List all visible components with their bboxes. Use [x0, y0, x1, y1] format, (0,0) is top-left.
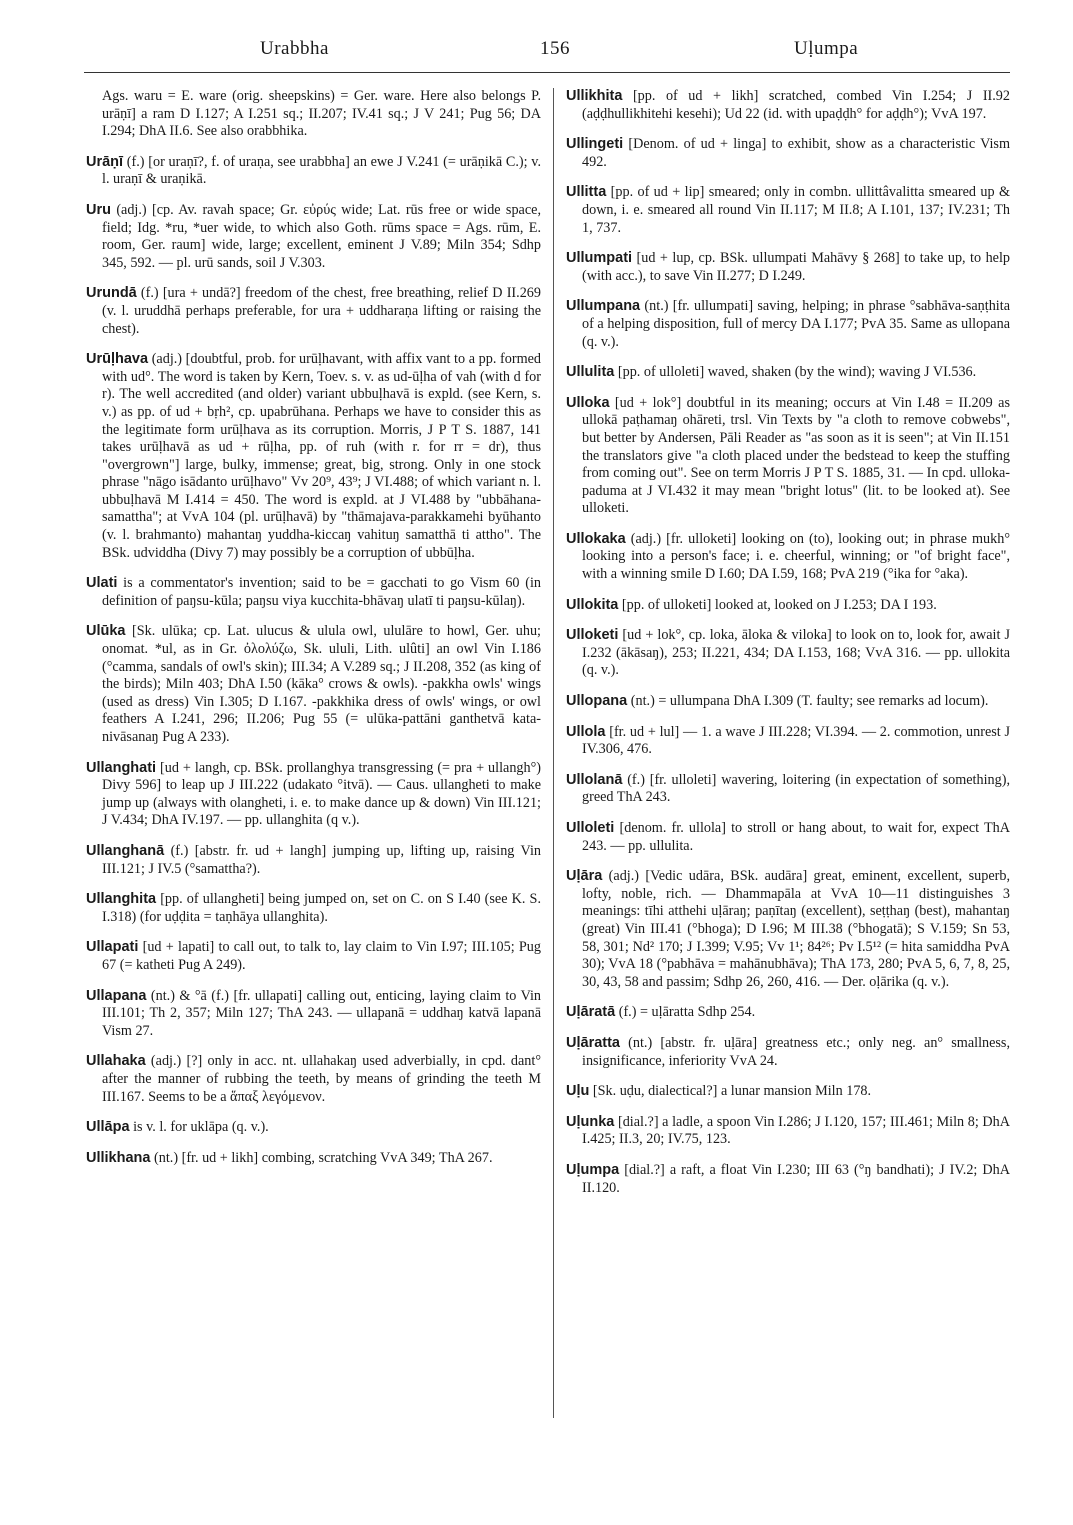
- dictionary-entry: [566, 364, 1010, 382]
- dictionary-entry: [566, 531, 1010, 584]
- dictionary-entry: [566, 298, 1010, 351]
- entry-definition: [ud + langh, cp. BSk. prollanghya transgressing (= pra + ullangh°) Divy 596] to leap up J III.222 (udakato °itvā). — Caus. ullangheti to make jump up (always with olangheti, i. e. to make dance up & down) Vin III.121; J V.434; DhA IV.197. — pp. ullanghita (q v.).: [102, 759, 541, 829]
- entry-headword: Ulūka: [86, 623, 126, 640]
- dictionary-entry: [566, 136, 1010, 171]
- entry-headword: Uḷāratā: [566, 1004, 616, 1021]
- dictionary-entry: [566, 1035, 1010, 1070]
- entry-definition: (adj.) [Vedic udāra, BSk. audāra] great, eminent, excellent, superb, lofty, noble, rich. — Dhammapāla at VvA 10—11 distinguishes 3 meanings: tīhi atthehi uḷāraŋ; paṇītaŋ (excellent), seṭṭhaŋ (best), mahantaŋ (great) Vin III.41 (°bhoga); D I.96; M III.38 (°bhogatā); S V.159; Sn 53, 58, 301; Nd² 170; J I.399; V.95; Vv 1¹; 84²⁶; Pv I.5¹² (= hita samiddha PvA 30); VvA 18 (°pabhāva = mahānubhāva); ThA 173, 280; PvA 5, 6, 7, 8, 25, 30, 43, 58 and passim; Sdhp 26, 260, 416. — Der. oḷārika (q. v.).: [582, 868, 1010, 990]
- entry-headword: Ullolanā: [566, 771, 623, 788]
- dictionary-entry: [566, 184, 1010, 237]
- page-number: 156: [540, 38, 570, 59]
- entry-headword: Ullanghanā: [86, 842, 165, 859]
- entry-definition: [ud + lok°] doubtful in its meaning; occurs at Vin I.48 = II.209 as ullokā paṭhamaŋ ohāreti, trsl. Vin Texts by "a cloth to remove cobwebs", but better by Andersen, Pāli Reader as "as soon as it is seen"; at Vin II.151 the translators give "a cloth placed under the bedstead to keep the stuffing from coming out". See on term Morris J P T S. 1885, 31. — In cpd. ulloka-paduma at J VI.432 it may mean "bright lotus" (lit. to be looked at). See ulloketi.: [582, 394, 1010, 517]
- entry-definition: [pp. of ulloketi] looked at, looked on J I.253; DA I 193.: [618, 596, 937, 613]
- entry-headword: Ulati: [86, 575, 118, 592]
- left-entries: [86, 154, 541, 1168]
- entry-definition: [Sk. ulūka; cp. Lat. ulucus & ulula owl, ululāre to howl, Ger. uhu; onomat. *ul, as in Gr. ὀλολύζω, Sk. ululi, Lith. ulûti] an owl Vin I.186 (°camma, sandals of owl's skin); III.34; A V.289 sq.; J II.208, 352 (as king of the birds); Miln 403; DhA I.50 (kāka° crows & owls). -pakkha owls' wings (used as dress) Vin I.305; D I.167. -pakkhika dress of owls' wings, or owl feathers A I.241, 296; II.206; Pug 55 (= ulūka-pattāni ganthetvā kata-nivāsanaŋ Pug A 233).: [102, 623, 541, 745]
- entry-definition: (f.) [abstr. fr. ud + langh] jumping up, lifting up, raising Vin III.121; J IV.5 (°samattha?).: [102, 842, 541, 877]
- entry-definition: (f.) [fr. ulloleti] wavering, loitering (in expectation of something), greed ThA 243.: [582, 771, 1010, 806]
- dictionary-entry: [566, 693, 1010, 711]
- dictionary-entry: [86, 988, 541, 1041]
- entry-headword: Ullokita: [566, 596, 619, 613]
- dictionary-entry: [86, 575, 541, 610]
- dictionary-entry: [566, 1162, 1010, 1197]
- dictionary-entry: [566, 627, 1010, 680]
- entry-headword: Ullokaka: [566, 530, 626, 547]
- entry-definition: is a commentator's invention; said to be = gacchati to go Vism 60 (in definition of paŋsu-kūla; paŋsu viya kucchita-bhāvaŋ ulatī ti paŋsu-kūlaŋ).: [102, 575, 541, 609]
- entry-definition: (f.) = uḷāratta Sdhp 254.: [615, 1004, 756, 1021]
- entry-definition: [Denom. of ud + linga] to exhibit, show as a characteristic Vism 492.: [582, 136, 1010, 170]
- entry-definition: [pp. of ud + likh] scratched, combed Vin I.254; J II.92 (aḍḍhullikhitehi kesehi); Ud 22 (id. with upaḍḍh° for aḍḍh°); VvA 197.: [582, 88, 1010, 122]
- entry-definition: [pp. of ulloleti] waved, shaken (by the wind); waving J VI.536.: [614, 364, 977, 381]
- entry-definition: (f.) [or uraṇī?, f. of uraṇa, see urabbha] an ewe J V.241 (= urāṇikā C.); v. l. uraṇī & uraṇikā.: [102, 153, 541, 188]
- dictionary-entry: [566, 1004, 1010, 1022]
- running-header: [84, 38, 1010, 68]
- continued-entry: Ags. waru = E. ware (orig. sheepskins) = Ger. ware. Here also belongs P. urāṇī] a ram D I.127; A I.251 sq.; II.207; IV.41 sq.; J V 241; Pug 56; DA I.294; DhA II.6. See also orabbhika.: [102, 88, 541, 140]
- right-entries: [566, 88, 1010, 1197]
- dictionary-entry: [566, 395, 1010, 518]
- entry-definition: [fr. ud + lul] — 1. a wave J III.228; VI.394. — 2. commotion, unrest J IV.306, 476.: [582, 723, 1010, 758]
- entry-definition: [pp. of ud + lip] smeared; only in combn. ullittâvalitta smeared up & down, i. e. smeared all round Vin II.117; M II.8; A I.101, 137; IV.231; Th 1, 737.: [582, 184, 1010, 236]
- entry-definition: (f.) [ura + undā?] freedom of the chest, free breathing, relief D II.269 (v. l. uruddhā perhaps preferable, for ura + uddharaṇa lifting or raising the chest).: [102, 285, 541, 337]
- entry-definition: (nt.) [fr. ullumpati] saving, helping; in phrase °sabhāva-saṇṭhita of a helping disposition, full of mercy DA I.177; PvA 35. Same as ullopana (q. v.).: [582, 298, 1010, 350]
- entry-headword: Urūḷhava: [86, 351, 149, 368]
- dictionary-entry: [566, 1114, 1010, 1149]
- dictionary-entry: [566, 724, 1010, 759]
- entry-headword: Ullahaka: [86, 1053, 146, 1070]
- entry-headword: Ullikhana: [86, 1149, 151, 1166]
- dictionary-entry: [566, 597, 1010, 615]
- entry-definition: [denom. fr. ullola] to stroll or hang about, to wait for, expect ThA 243. — pp. ullulita.: [582, 820, 1010, 854]
- dictionary-entry: [566, 250, 1010, 285]
- column-divider: [553, 88, 554, 1418]
- entry-definition: [ud + lup, cp. BSk. ullumpati Mahāvy § 268] to take up, to help (with acc.), to save Vin II.277; D I.249.: [582, 250, 1010, 284]
- entry-definition: (adj.) [doubtful, prob. for urūḷhavant, with affix vant to a pp. formed with ud°. The word is taken by Kern, Toev. s. v. as ud-ūḷha of vah (with d for r). The well accredited (and older) variant ubbuḷhavā is expld. (see Kern, s. v.) as pp. of ud + bṛh², cp. upabrūhana. Perhaps we have to consider this as the legitimate form urūḷhava as its corruption. Morris, J P T S. 1887, 141 takes urūḷhavā as ud + rūḷha, pp. of ruh (with r. for rr = dr), thus "overgrown"] large, bulky, immense; great, big, strong. Only in one stock phrase "nāgo isādanto urūḷhavo" Vv 20⁹, 43⁹; J VI.488; of which variant n. l. ubbuḷhavā M I.414 = 450. The word is expld. at J VI.488 by "ubbāhana-samattha"; at VvA 104 (pl. urūḷhavā) by "thāmajava-parakkamehi byūhanto (v. l. brahmanto) mahantaŋ yuddha-kiccaŋ vahituŋ samatthā ti attho". The BSk. udviddha (Divy 7) may possibly be a corruption of ubbūḷha.: [102, 351, 541, 561]
- entry-headword: Ullapati: [86, 939, 139, 956]
- entry-headword: Ulloka: [566, 394, 610, 411]
- entry-headword: Ullitta: [566, 184, 607, 201]
- dictionary-entry: [566, 820, 1010, 855]
- entry-headword: Ulloleti: [566, 820, 615, 836]
- dictionary-entry: [566, 772, 1010, 807]
- dictionary-entry: [86, 154, 541, 189]
- entry-definition: [ud + lok°, cp. loka, āloka & viloka] to look on to, look for, await J I.232 (ākāsaŋ), 253; II.221, 434; DA I.153, 168; VvA 316. — pp. ullokita (q. v.).: [582, 627, 1010, 679]
- left-column: [86, 88, 541, 1180]
- entry-headword: Ullanghita: [86, 891, 157, 908]
- entry-headword: Uḷāratta: [566, 1034, 620, 1051]
- entry-headword: Ullapana: [86, 987, 147, 1004]
- dictionary-entry: [86, 285, 541, 338]
- entry-headword: Uru: [86, 201, 111, 218]
- dictionary-entry: [86, 1053, 541, 1106]
- dictionary-entry: [566, 1083, 1010, 1101]
- entry-definition: (nt.) & °ā (f.) [fr. ullapati] calling out, enticing, laying claim to Vin III.101; Th 2, 357; Miln 127; ThA 243. — ullapanā = uddhaŋ katvā lapanā Vism 27.: [102, 987, 541, 1039]
- dictionary-entry: [86, 202, 541, 272]
- entry-definition: [dial.?] a ladle, a spoon Vin I.286; J I.120, 157; III.461; Miln 8; DhA I.425; II.3, 20; IV.75, 123.: [582, 1113, 1010, 1148]
- entry-headword: Ullola: [566, 723, 606, 740]
- entry-headword: Urāṇī: [86, 153, 124, 170]
- entry-headword: Uḷu: [566, 1083, 590, 1100]
- entry-definition: (adj.) [fr. ulloketi] looking on (to), looking out; in phrase mukh° looking into a person's face; i. e. cheerful, winning; or "of bright face", with a winning smile D I.60; DA I.59, 168; PvA 219 (°ika for °aka).: [582, 530, 1010, 583]
- entry-headword: Ullumpati: [566, 250, 633, 267]
- entry-definition: [pp. of ullangheti] being jumped on, set on C. on S I.40 (see K. S. I.318) (for uḍḍita = taṇhāya ullanghita).: [102, 891, 541, 925]
- entry-definition: (nt.) [fr. ud + likh] combing, scratching VvA 349; ThA 267.: [150, 1149, 493, 1166]
- header-first-headword: Urabbha: [260, 38, 329, 59]
- dictionary-entry: [86, 939, 541, 974]
- header-last-headword: Uḷumpa: [794, 38, 859, 59]
- entry-headword: Uḷumpa: [566, 1161, 620, 1178]
- entry-headword: Ullingeti: [566, 136, 624, 153]
- entry-definition: [ud + lapati] to call out, to talk to, lay claim to Vin I.97; III.105; Pug 67 (= katheti Pug A 249).: [102, 939, 541, 973]
- entry-headword: Uḷunka: [566, 1113, 615, 1130]
- entry-headword: Ulloketi: [566, 627, 619, 644]
- entry-definition: is v. l. for uklāpa (q. v.).: [129, 1119, 269, 1136]
- dictionary-entry: [86, 623, 541, 746]
- entry-headword: Ullumpana: [566, 298, 641, 315]
- entry-definition: [Sk. uḍu, dialectical?] a lunar mansion Miln 178.: [589, 1083, 872, 1100]
- dictionary-entry: [566, 868, 1010, 991]
- entry-headword: Ullopana: [566, 693, 628, 710]
- entry-definition: (adj.) [cp. Av. ravah space; Gr. εὐρύς wide; Lat. rūs free or wide space, field; Idg. *ru, *uer wide, to which also Goth. rūms space = Ags. rūm, E. room, Ger. raum] wide, large; excellent, eminent J V.89; Miln 354; Sdhp 345, 592. — pl. urū sands, soil J V.303.: [102, 201, 541, 271]
- entry-headword: Ullikhita: [566, 88, 623, 104]
- dictionary-entry: [86, 843, 541, 878]
- dictionary-entry: [86, 760, 541, 830]
- right-column: [566, 88, 1010, 1210]
- entry-definition: (nt.) = ullumpana DhA I.309 (T. faulty; see remarks ad locum).: [627, 693, 989, 710]
- dictionary-entry: [86, 1150, 541, 1168]
- entry-definition: [dial.?] a raft, a float Vin I.230; III 63 (°ŋ bandhati); J IV.2; DhA II.120.: [582, 1161, 1010, 1196]
- dictionary-entry: [86, 891, 541, 926]
- entry-headword: Ullāpa: [86, 1119, 130, 1136]
- entry-headword: Ullanghati: [86, 759, 157, 776]
- entry-definition: (nt.) [abstr. fr. uḷāra] greatness etc.; only neg. an° smallness, insignificance, inferiority VvA 24.: [582, 1034, 1010, 1069]
- entry-definition: (adj.) [?] only in acc. nt. ullahakaŋ used adverbially, in cpd. dant° after the manner of rubbing the teeth, by means of grinding the teeth M III.167. Seems to be a ἅπαξ λεγόμενον.: [102, 1053, 541, 1105]
- entry-headword: Urundā: [86, 285, 137, 302]
- dictionary-entry: [86, 351, 541, 562]
- dictionary-entry: [86, 1119, 541, 1137]
- dictionary-entry: [566, 88, 1010, 123]
- header-rule: [84, 72, 1010, 73]
- entry-headword: Uḷāra: [566, 868, 603, 885]
- entry-headword: Ullulita: [566, 364, 615, 381]
